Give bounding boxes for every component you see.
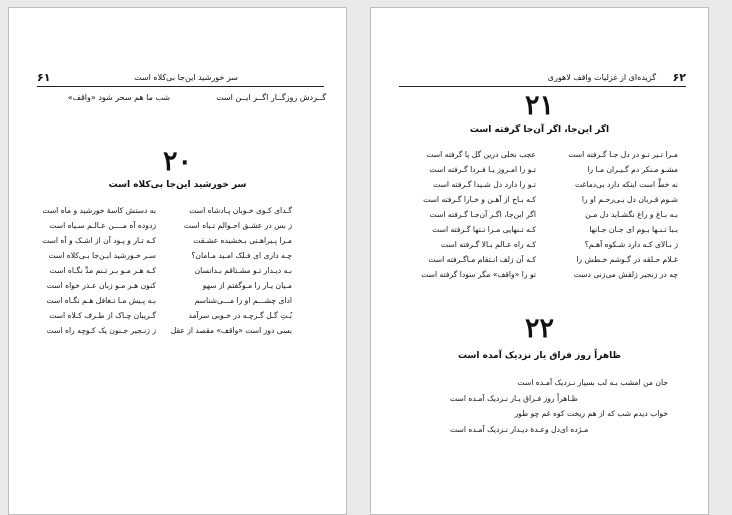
verse-line: ز زنـجیر جـنون یک کـوچه راه است bbox=[46, 326, 156, 335]
verse-line: کـه هـر مـو بـر تـنم مدِّ نگـاه است bbox=[49, 266, 156, 275]
verse-line: تو را «واقف» مگر سودا گرفته است bbox=[421, 270, 536, 279]
verse-line: کـه آن زلف انـتقام مـاگـرفته است bbox=[428, 255, 536, 264]
verse-line: بسی دور است «واقف» مقصد از عقل bbox=[170, 326, 292, 335]
verse-line: چـه داری ای فـلک امـید مـا‌مان؟ bbox=[191, 251, 292, 260]
left-page bbox=[8, 7, 347, 515]
verse-line: عجب نخلی درین گل پا گرفته است bbox=[426, 150, 536, 159]
verse-line: چه در زنجیر زلفش می‌زنی دست bbox=[573, 270, 678, 279]
verse-column-left bbox=[411, 147, 536, 282]
verse-line: کـه تـنهایی مـرا تـنها گـرفته است bbox=[432, 225, 536, 234]
verse-column-left bbox=[31, 203, 156, 338]
page-header bbox=[37, 72, 324, 87]
ghazal-number: ۲۱ bbox=[524, 90, 554, 121]
right-page bbox=[370, 7, 709, 515]
running-title: سر خورشید این‌جا بی‌کلاه است bbox=[134, 73, 238, 82]
verse-line: زدوده آه مــــن عـالـم سـیاه است bbox=[49, 221, 156, 230]
verse-line: بـبا تـنـها بـوم ای جـان جـانها bbox=[589, 225, 678, 234]
verse-line: ز بس در عشـق احـوالم تـباه است bbox=[183, 221, 292, 230]
ghazal-title: سر خورشید این‌جا بی‌کلاه است bbox=[108, 180, 247, 190]
carryover-hemistich-a: شب ما هم سحر شود «واقف» bbox=[67, 93, 170, 102]
verse-line: مـیان یـار را مـوگفتم از سهو bbox=[202, 281, 292, 290]
verse-line: خواب دیدم شب که از هم ریخت کوه غم چو طور bbox=[514, 409, 668, 418]
verse-line: ظـاهراً روز فـراق یـار نـزدیک آمـده است bbox=[450, 393, 578, 403]
verse-line: اگر این‌جا، اگـر آن‌جـا گـرفته است bbox=[429, 210, 536, 219]
verse-line: تـو را امـروز یـا فـردا گـرفته است bbox=[429, 165, 536, 174]
verse-line: مـژده ای‌دل وعـدهٔ دیـدار نـزدیک آمـده است bbox=[450, 424, 589, 434]
verse-line: بـه دیـدار تـو مشـتاقم بـدانسان bbox=[194, 266, 292, 275]
verse-line: کـه تـار و پـود آن از اشـک و آه است bbox=[42, 236, 156, 245]
ghazal-title: اگر این‌جا، اگر آن‌جا گرفته است bbox=[469, 125, 610, 135]
ghazal-number: ۲۲ bbox=[524, 313, 554, 344]
verse-line: بـه بـاغ و راغ نگشـاید دل مـن bbox=[585, 210, 678, 219]
verse-column-right bbox=[560, 147, 678, 282]
verse-line: کـه بـاج از آهـن و خـارا گـرفته است bbox=[423, 195, 536, 204]
verse-line: ادای چشـــم او را مـــی‌شناسم bbox=[194, 296, 292, 305]
verse-column-right bbox=[170, 203, 292, 338]
verse-line: بُـتِ گـل گـرچـه در خـوبی سرآمد bbox=[188, 311, 292, 320]
verse-line: مـرا تـیر تـو در دل جـا گـرفته است bbox=[568, 150, 678, 159]
ghazal-title: ظاهراً روز فراق یار نزدیک آمده است bbox=[458, 351, 621, 361]
running-title: گزیده‌ای از غزلیات واقف لاهوری bbox=[547, 73, 656, 82]
verse-line: مشـو مـنکر دم گـیـران مـا را bbox=[587, 165, 678, 174]
verse-block bbox=[398, 375, 668, 437]
verse-line: تـو را دارد دل شـیدا گـرفته است bbox=[433, 180, 536, 189]
verse-line: شـوم قـربان دل بـی‌رحـم او را bbox=[581, 195, 678, 204]
carryover-hemistich-b: گــردش روزگــار اگــر ایــن است bbox=[216, 93, 326, 102]
verse-line: ز بـالای کـه دارد شـکوه آهـم؟ bbox=[584, 240, 678, 249]
verse-line: غـلام حـلقه در گـوشم خـطش را bbox=[576, 255, 678, 264]
verse-line: گـدای کـوی خـوبان پـادشاه است bbox=[189, 206, 292, 215]
page-number: ۶۲ bbox=[672, 71, 686, 84]
page-number: ۶۱ bbox=[37, 71, 51, 84]
verse-line: مـرا پـیراهـنی بـخشیده عشـقت bbox=[193, 236, 292, 245]
page-header bbox=[399, 72, 686, 87]
ghazal-number: ۲۰ bbox=[162, 146, 192, 177]
verse-line: به دستش کاسهٔ خورشید و ماه است bbox=[42, 206, 156, 215]
verse-line: کنون هـر مـو زبان عـذر خواه است bbox=[46, 281, 156, 290]
verse-line: جان من امشب بـه لب بسیار نـزدیک آمـده است bbox=[517, 378, 668, 387]
verse-line: کـه راه عـالم بـالا گـرفته است bbox=[440, 240, 536, 249]
verse-line: سـر خـورشید ایـن‌جا بـی‌کلاه است bbox=[48, 251, 156, 260]
verse-line: نه خطِّ است اینکه دارد بی‌دماغت bbox=[574, 180, 678, 189]
verse-line: بـه پـیش مـا تـغافل هـم نگـاه است bbox=[46, 296, 156, 305]
verse-line: گـریبان چـاک از طـرف کـلاه است bbox=[49, 311, 156, 320]
